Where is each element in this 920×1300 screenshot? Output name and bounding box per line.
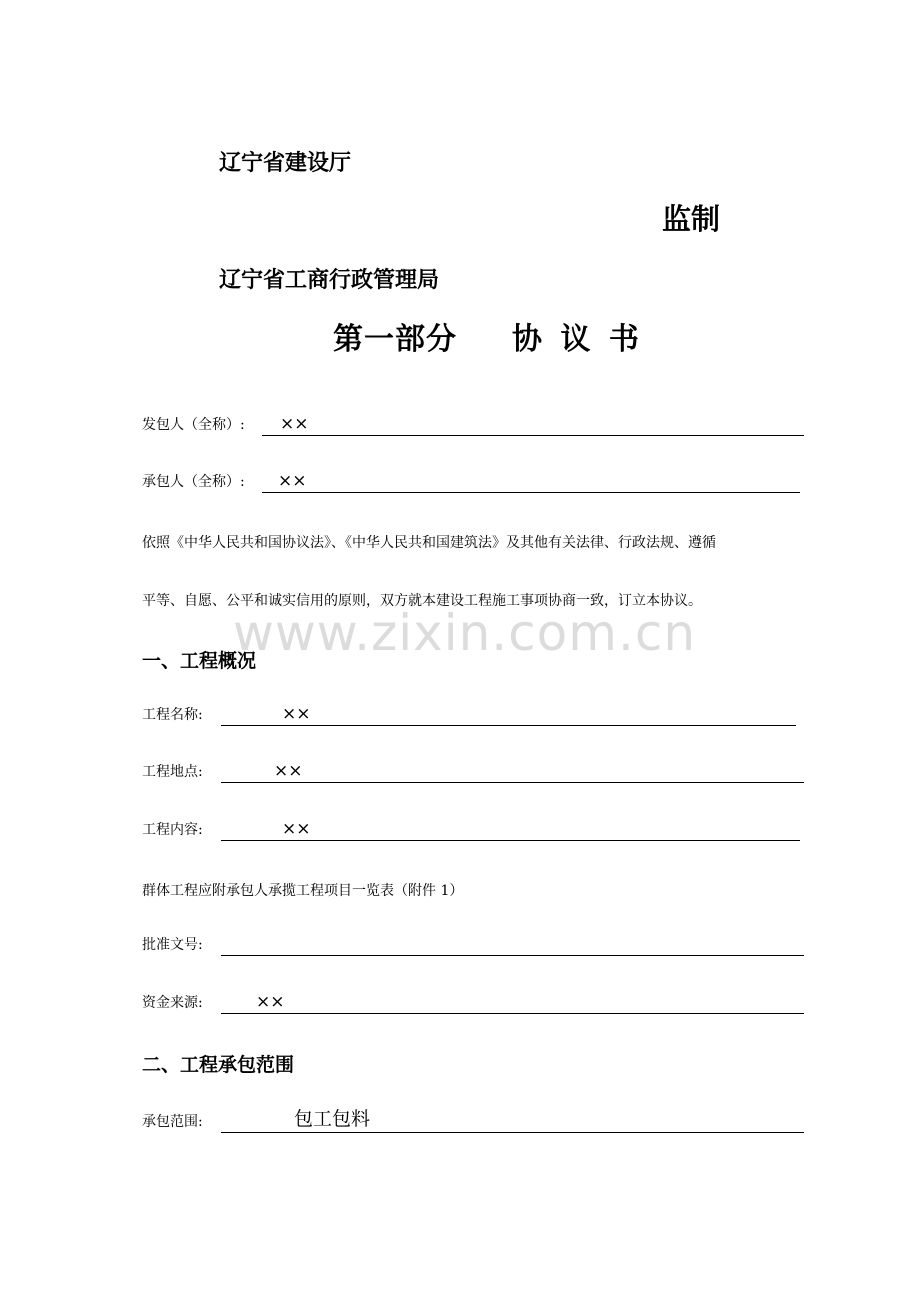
project-name-value: ×× — [282, 704, 311, 724]
employer-value: ×× — [280, 414, 309, 434]
watermark: www.zixin.com.cn — [233, 604, 697, 662]
project-content-value: ×× — [282, 819, 311, 839]
issuer-construction-dept: 辽宁省建设厅 — [219, 151, 352, 176]
contractor-underline — [262, 492, 800, 493]
intro-line-1: 依照《中华人民共和国协议法》、《中华人民共和国建筑法》及其他有关法律、行政法规、遵循 — [142, 535, 716, 551]
intro-line-2: 平等、自愿、公平和诚实信用的原则，双方就本建设工程施工事项协商一致，订立本协议。 — [142, 593, 702, 609]
group-project-note: 群体工程应附承包人承揽工程项目一览表（附件 1） — [142, 883, 464, 899]
supervise-label: 监制 — [662, 202, 721, 236]
project-location-label: 工程地点: — [142, 764, 203, 780]
approval-number-underline — [221, 955, 804, 956]
part-title: 第一部分 — [333, 322, 457, 357]
contract-scope-value: 包工包料 — [294, 1108, 371, 1130]
project-name-underline — [221, 725, 796, 726]
project-name-field[interactable] — [142, 704, 796, 726]
section-2-heading: 二、工程承包范围 — [142, 1054, 295, 1076]
funding-source-value: ×× — [256, 992, 285, 1012]
section-1-heading: 一、工程概况 — [142, 650, 257, 672]
project-location-value: ×× — [274, 761, 303, 781]
project-content-field[interactable] — [142, 819, 800, 841]
contractor-field[interactable] — [142, 471, 800, 493]
project-content-label: 工程内容: — [142, 822, 203, 838]
contract-scope-label: 承包范围: — [142, 1114, 203, 1130]
project-location-field[interactable] — [142, 761, 804, 783]
project-content-underline — [221, 840, 800, 841]
contract-scope-underline — [221, 1132, 804, 1133]
funding-source-underline — [221, 1013, 804, 1014]
employer-field[interactable] — [142, 414, 804, 436]
contractor-label: 承包人（全称）: — [142, 474, 245, 490]
funding-source-field[interactable] — [142, 992, 804, 1014]
contractor-value: ×× — [278, 471, 307, 491]
employer-label: 发包人（全称）: — [142, 417, 245, 433]
approval-number-field[interactable] — [142, 934, 804, 956]
approval-number-label: 批准文号: — [142, 937, 203, 953]
project-location-underline — [221, 782, 804, 783]
issuer-industry-commerce-bureau: 辽宁省工商行政管理局 — [219, 268, 440, 293]
project-name-label: 工程名称: — [142, 707, 203, 723]
document-title: 协 议 书 — [512, 322, 640, 357]
employer-underline — [262, 435, 804, 436]
contract-scope-field[interactable] — [142, 1109, 804, 1133]
funding-source-label: 资金来源: — [142, 995, 203, 1011]
